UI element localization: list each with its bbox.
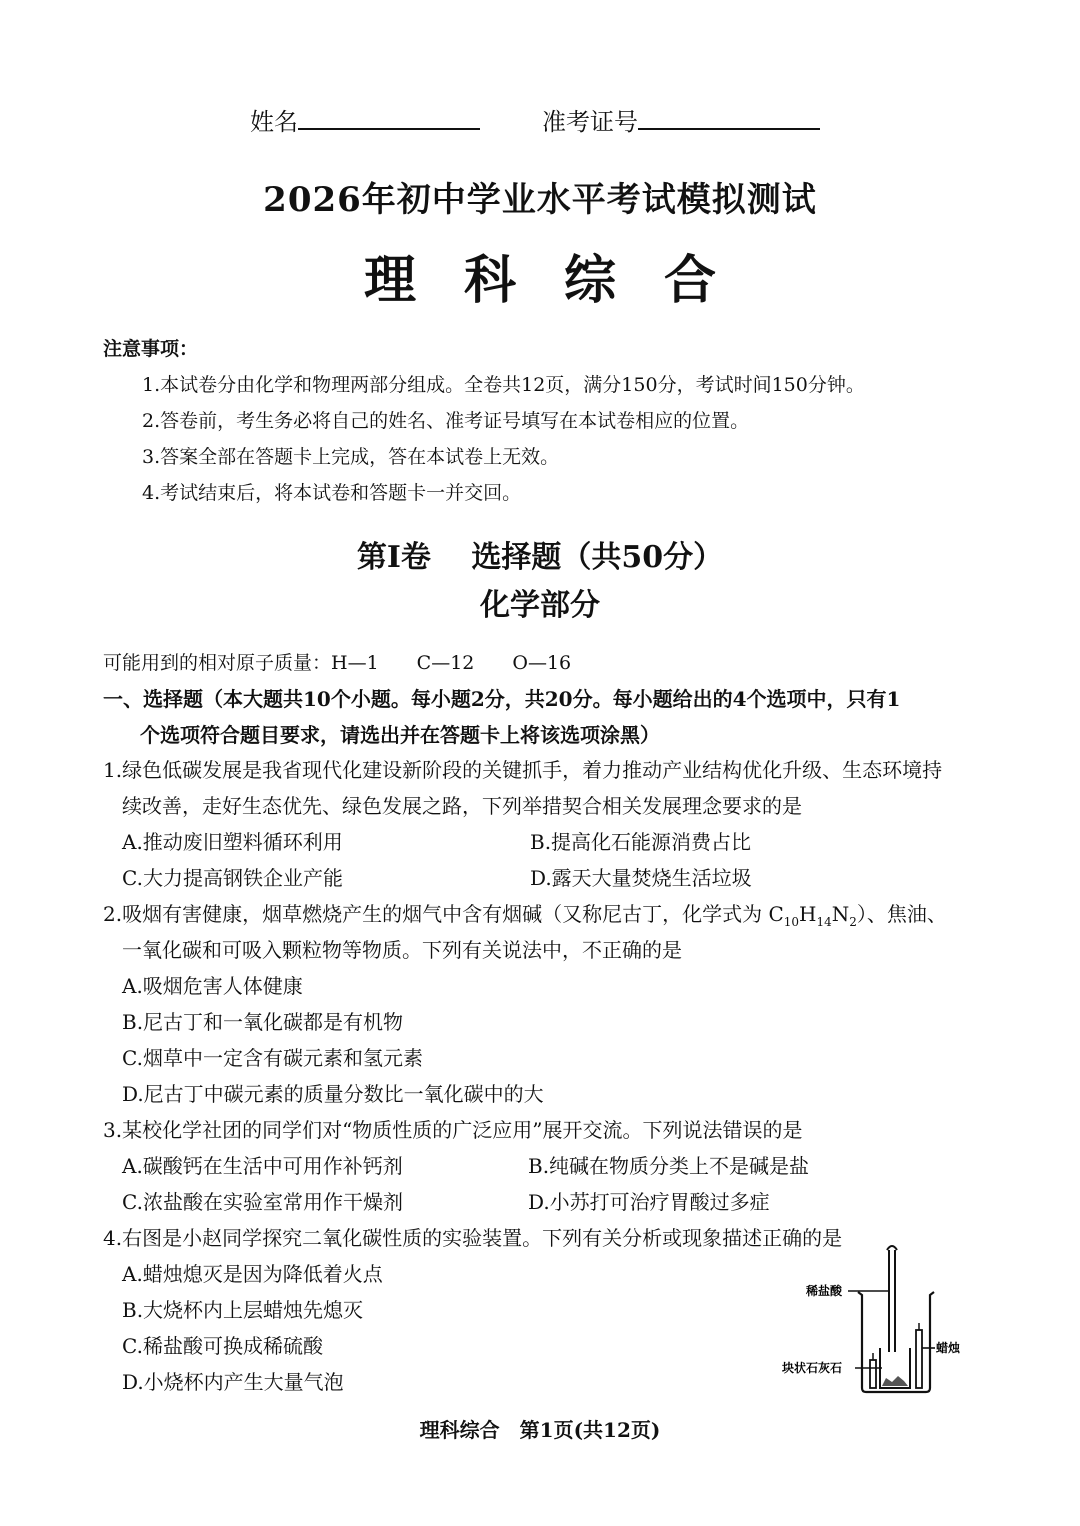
name-label: 姓名 bbox=[250, 108, 298, 136]
exam-id-field bbox=[542, 102, 820, 137]
question-1-option: D.露天大量焚烧生活垃圾 bbox=[530, 866, 752, 890]
question-3-option: A.碳酸钙在生活中可用作补钙剂 bbox=[122, 1154, 403, 1178]
subject-title: 理科综合 bbox=[363, 250, 764, 311]
note-item: 2.答卷前，考生务必将自己的姓名、准考证号填写在本试卷相应的位置。 bbox=[142, 410, 750, 432]
question-1-stem: 续改善，走好生态优先、绿色发展之路，下列举措契合相关发展理念要求的是 bbox=[122, 794, 802, 818]
question-4-option: C.稀盐酸可换成稀硫酸 bbox=[122, 1334, 323, 1358]
co2-apparatus-diagram bbox=[770, 1240, 990, 1400]
question-2-stem: 一氧化碳和可吸入颗粒物等物质。下列有关说法中，不正确的是 bbox=[122, 938, 682, 962]
question-2-text: ）、焦油、 bbox=[856, 902, 947, 926]
formula-element: H bbox=[799, 902, 817, 926]
question-1-option: C.大力提高钢铁企业产能 bbox=[122, 866, 343, 890]
part-one-instructions-line2: 个选项符合题目要求，请选出并在答题卡上将该选项涂黑） bbox=[140, 723, 660, 747]
label-limestone: 块状石灰石 bbox=[782, 1361, 843, 1375]
question-4-option: A.蜡烛熄灭是因为降低着火点 bbox=[122, 1262, 383, 1286]
exam-title: 2026年初中学业水平考试模拟测试 bbox=[263, 180, 817, 220]
question-4-stem: 4.右图是小赵同学探究二氧化碳性质的实验装置。下列有关分析或现象描述正确的是 bbox=[103, 1226, 843, 1250]
question-3-option: B.纯碱在物质分类上不是碱是盐 bbox=[528, 1154, 810, 1178]
question-3-option: D.小苏打可治疗胃酸过多症 bbox=[528, 1190, 770, 1214]
question-2-option: D.尼古丁中碳元素的质量分数比一氧化碳中的大 bbox=[122, 1082, 544, 1106]
question-4-option: B.大烧杯内上层蜡烛先熄灭 bbox=[122, 1298, 364, 1322]
question-1-option: B.提高化石能源消费占比 bbox=[530, 830, 752, 854]
notes-heading: 注意事项： bbox=[103, 338, 199, 360]
question-3-option: C.浓盐酸在实验室常用作干燥剂 bbox=[122, 1190, 403, 1214]
name-blank-line bbox=[298, 108, 480, 130]
upper-candle bbox=[916, 1330, 922, 1388]
note-item: 4.考试结束后，将本试卷和答题卡一并交回。 bbox=[142, 482, 522, 504]
part-one-instructions-line1: 一、选择题（本大题共10个小题。每小题2分，共20分。每小题给出的4个选项中，只有1 bbox=[103, 687, 901, 711]
formula-element: N bbox=[831, 902, 850, 926]
question-1-option: A.推动废旧塑料循环利用 bbox=[122, 830, 343, 854]
exam-id-blank-line bbox=[638, 108, 820, 130]
question-2-option: C.烟草中一定含有碳元素和氢元素 bbox=[122, 1046, 423, 1070]
dropper-bulb bbox=[887, 1246, 897, 1250]
question-2-text: 2.吸烟有害健康，烟草燃烧产生的烟气中含有烟碱（又称尼古丁，化学式为 C bbox=[103, 902, 784, 926]
lower-candle bbox=[870, 1360, 876, 1388]
page-footer: 理科综合 第1页(共12页) bbox=[419, 1418, 661, 1442]
question-2-stem bbox=[103, 898, 947, 929]
question-1-stem: 1.绿色低碳发展是我省现代化建设新阶段的关键抓手，着力推动产业结构优化升级、生态环境持 bbox=[103, 758, 943, 782]
subscript: 10 bbox=[783, 915, 800, 929]
question-2-option: B.尼古丁和一氧化碳都是有机物 bbox=[122, 1010, 404, 1034]
question-2-option: A.吸烟危害人体健康 bbox=[122, 974, 303, 998]
section-title: 第I卷 选择题（共50分） bbox=[356, 540, 724, 575]
note-item: 1.本试卷分由化学和物理两部分组成。全卷共12页，满分150分，考试时间150分钟。 bbox=[142, 374, 865, 396]
atomic-masses: 可能用到的相对原子质量：H—1 C—12 O—16 bbox=[103, 652, 572, 674]
section-subtitle: 化学部分 bbox=[480, 588, 600, 623]
subscript: 2 bbox=[849, 915, 857, 929]
note-item: 3.答案全部在答题卡上完成，答在本试卷上无效。 bbox=[142, 446, 560, 468]
label-candle: 蜡烛 bbox=[936, 1341, 961, 1355]
exam-id-label: 准考证号 bbox=[542, 108, 638, 136]
subscript: 14 bbox=[816, 915, 832, 929]
name-field bbox=[250, 102, 480, 137]
limestone-lumps bbox=[882, 1376, 908, 1386]
question-3-stem: 3.某校化学社团的同学们对“物质性质的广泛应用”展开交流。下列说法错误的是 bbox=[103, 1118, 803, 1142]
label-dilute-hcl: 稀盐酸 bbox=[806, 1284, 843, 1298]
question-4-option: D.小烧杯内产生大量气泡 bbox=[122, 1370, 344, 1394]
